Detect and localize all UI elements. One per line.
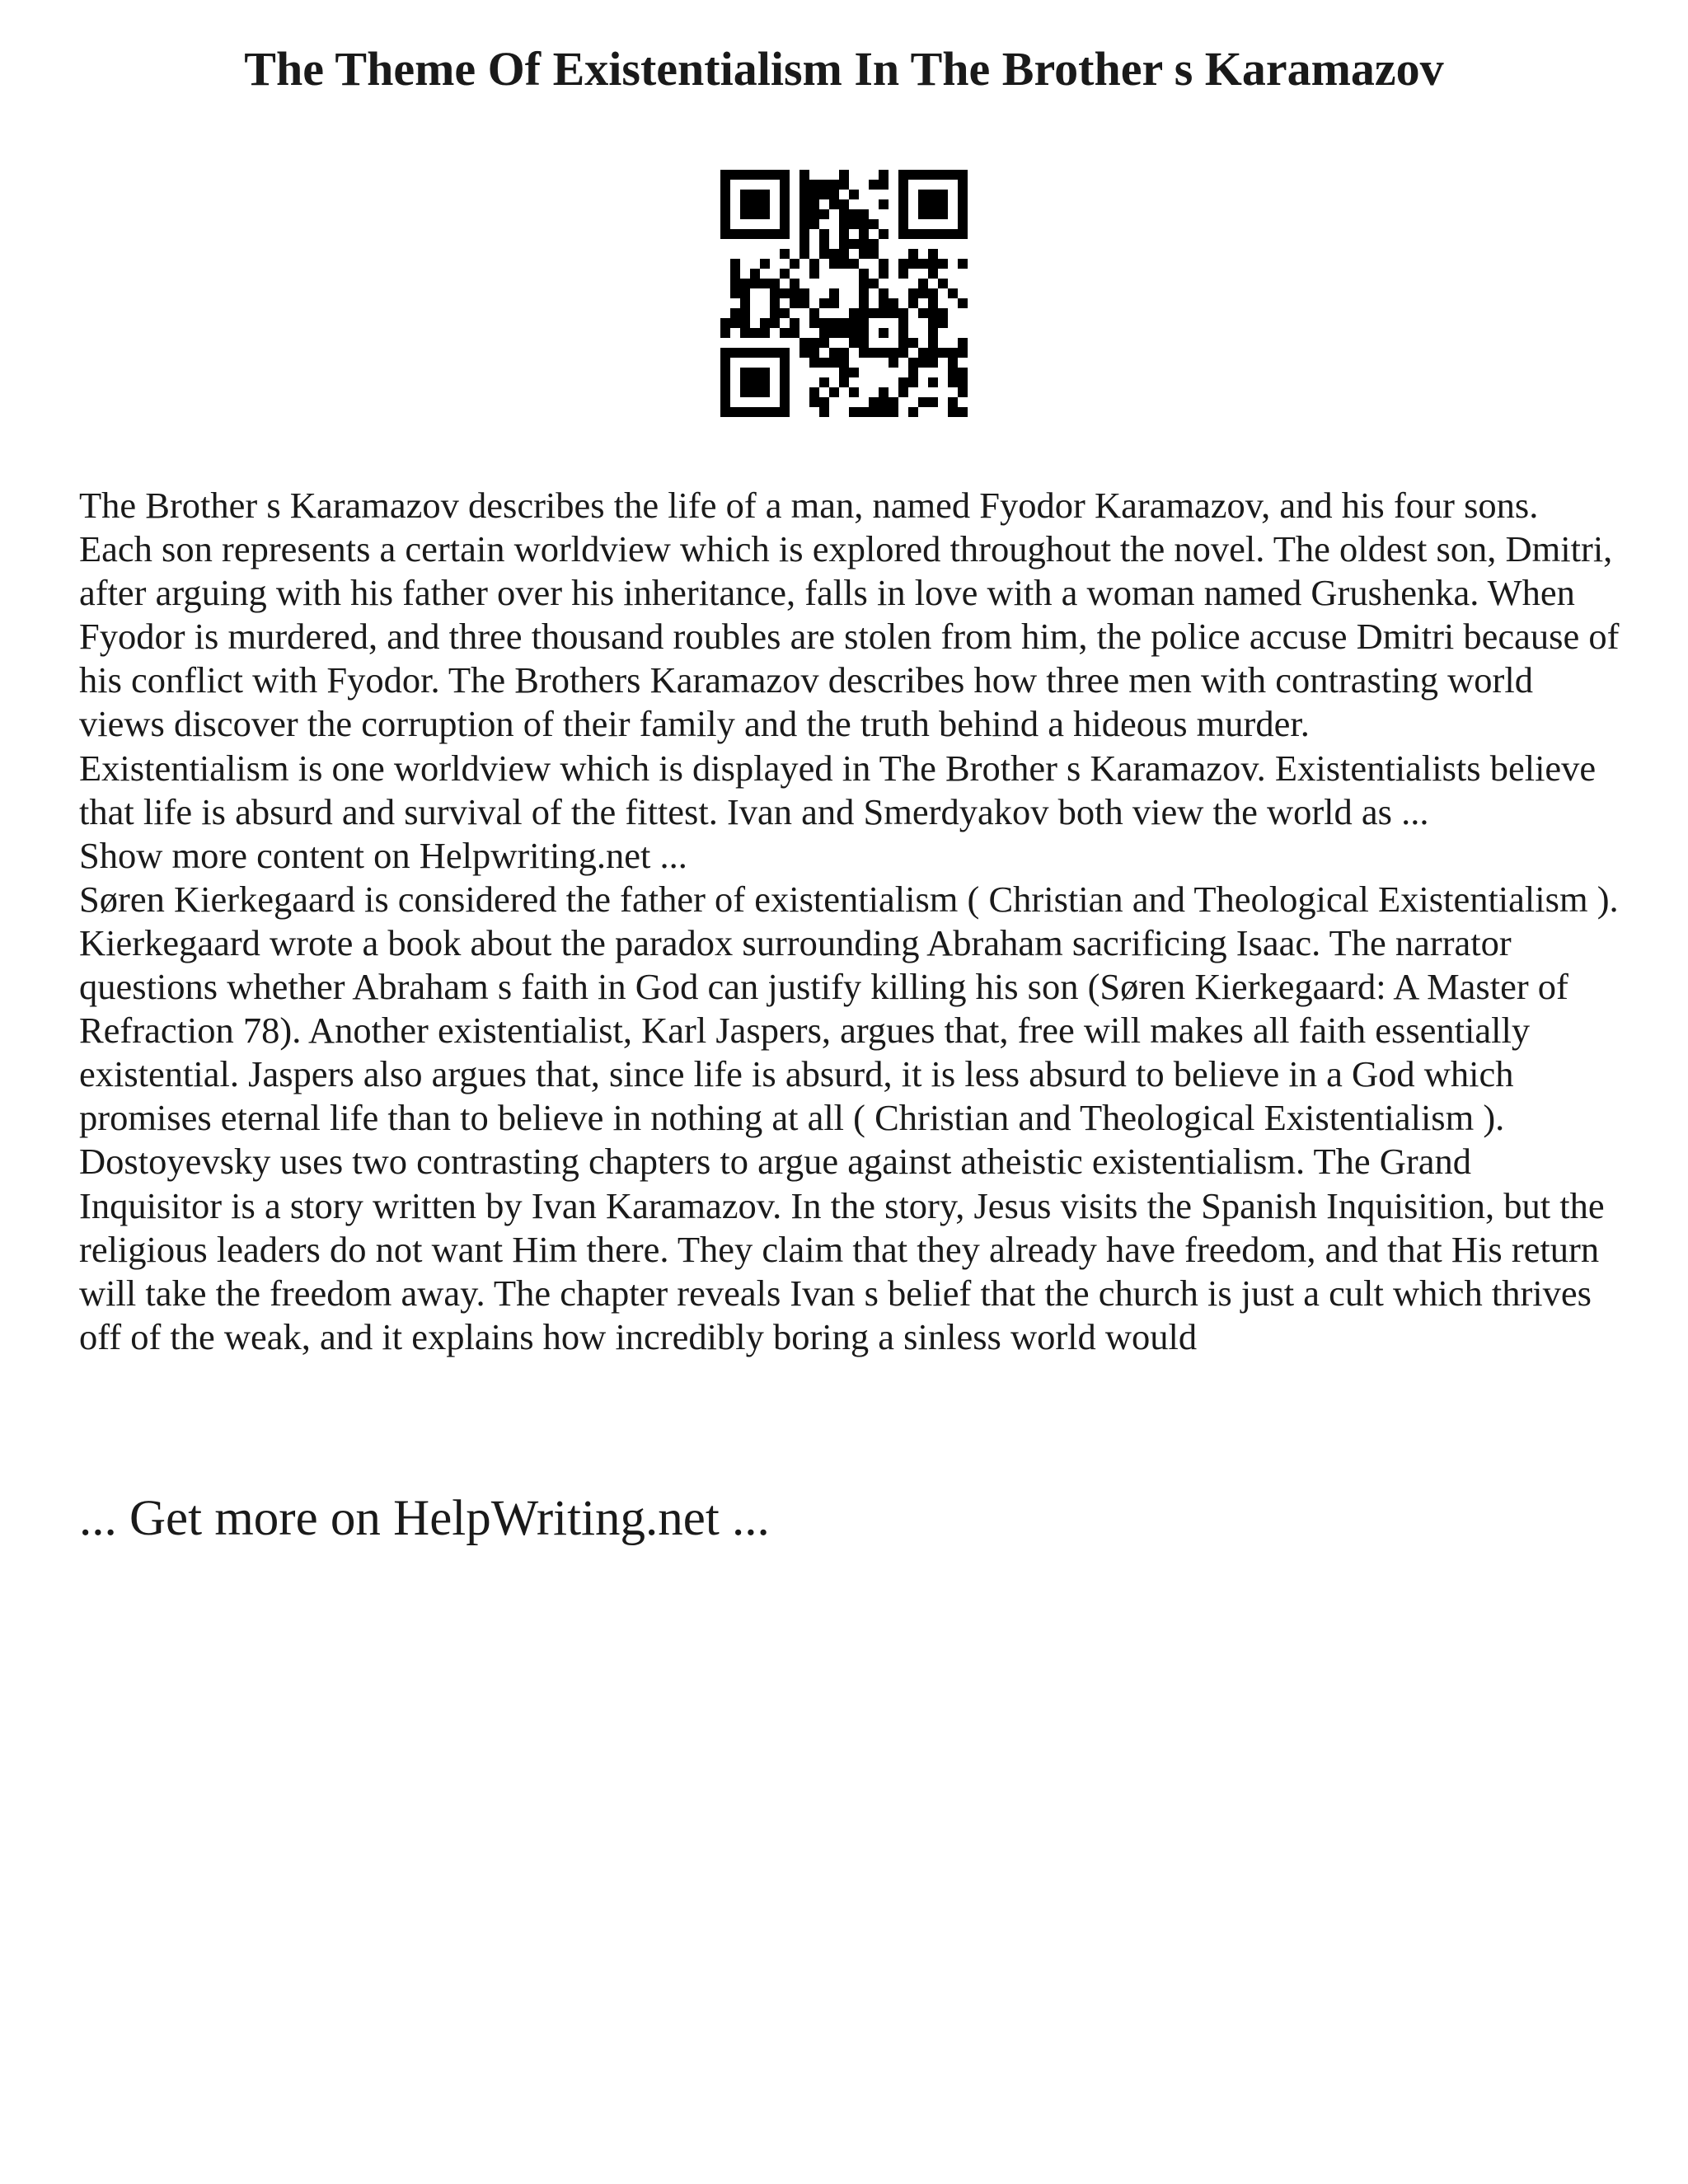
get-more-link[interactable]: ... Get more on HelpWriting.net ... — [79, 1491, 770, 1546]
paragraph-grand-inquisitor: Dostoyevsky uses two contrasting chapters to argue against atheistic existentialism. The Grand Inquisitor is a story written by Ivan Karamazov. In the story, Jesus visits the Spanish Inquisition, but the religious leaders do not want Him there. They claim that they already have freedom, and that His return will take the freedom away. The chapter reveals Ivan s belief that the church is just a cult which thrives off of the weak, and it explains how incredibly boring a sinless world would — [79, 1141, 1605, 1357]
document-title: The Theme Of Existentialism In The Brother s Karamazov — [244, 42, 1444, 96]
qr-code-icon[interactable] — [720, 170, 968, 417]
paragraph-kierkegaard: Søren Kierkegaard is considered the father of existentialism ( Christian and Theological Existentialism ). Kierkegaard wrote a book about the paradox surrounding Abraham sacrificing Isaac. The narrator questions whether Abraham s faith in God can justify killing his son (Søren Kierkegaard: A Master of Refraction 78). Another existentialist, Karl Jaspers, argues that, free will makes all faith essentially existential. Jaspers also argues that, since life is absurd, it is less absurd to believe in a God which promises eternal life than to believe in nothing at all ( Christian and Theological Existentialism ). — [79, 878, 1619, 1139]
paragraph-existentialism: Existentialism is one worldview which is displayed in The Brother s Karamazov. Existentialists believe that life is absurd and survival of the fittest. Ivan and Smerdyakov both view the world as ... — [79, 747, 1597, 832]
show-more-link[interactable]: Show more content on Helpwriting.net ... — [79, 834, 687, 876]
article-body — [79, 484, 1620, 1359]
paragraph-summary: The Brother s Karamazov describes the life of a man, named Fyodor Karamazov, and his four sons. Each son represents a certain worldview which is explored throughout the novel. The oldest son, Dmitri, after arguing with his father over his inheritance, falls in love with a woman named Grushenka. When Fyodor is murdered, and three thousand roubles are stolen from him, the police accuse Dmitri because of his conflict with Fyodor. The Brothers Karamazov describes how three men with contrasting world views discover the corruption of their family and the truth behind a hideous murder. — [79, 485, 1620, 745]
